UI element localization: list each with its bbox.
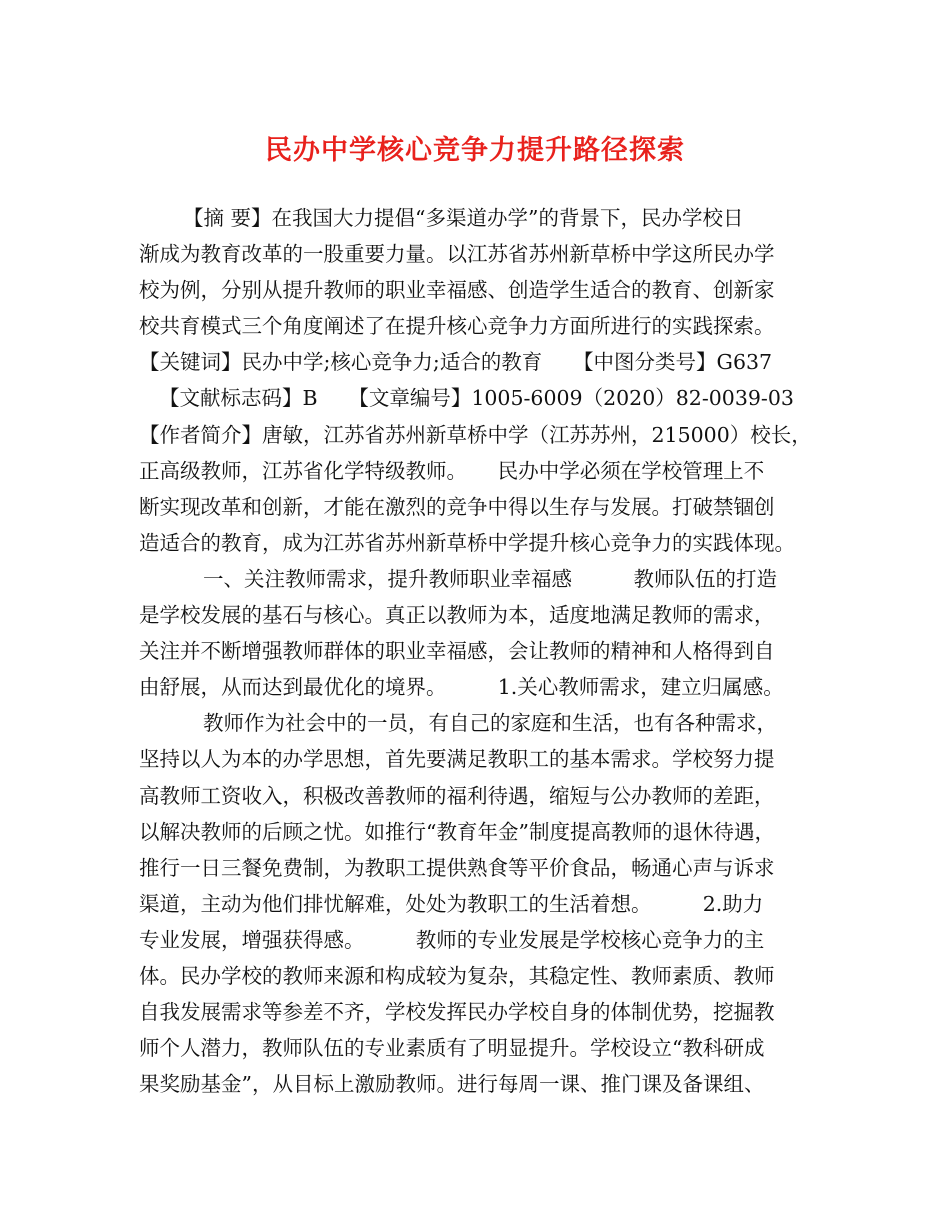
body-line: 推行一日三餐免费制，为教职工提供熟食等平价食品，畅通心声与诉求: [139, 855, 775, 880]
body-line: 高教师工资收入，积极改善教师的福利待遇，缩短与公办教师的差距，: [139, 783, 775, 808]
section-heading-line: 一、关注教师需求，提升教师职业幸福感 教师队伍的打造: [203, 566, 777, 591]
abstract-line: 【摘 要】在我国大力提倡“多渠道办学”的背景下，民办学校日: [183, 206, 744, 230]
document-title: 民办中学核心竞争力提升路径探索: [265, 135, 685, 166]
body-line: 坚持以人为本的办学思想，首先要满足教职工的基本需求。学校努力提: [139, 747, 775, 772]
body-line: 教师作为社会中的一员，有自己的家庭和生活，也有各种需求，: [203, 711, 777, 736]
body-line: 自我发展需求等参差不齐，学校发挥民办学校自身的体制优势，挖掘教: [139, 1000, 775, 1025]
body-line: 师个人潜力，教师队伍的专业素质有了明显提升。学校设立“教科研成: [139, 1036, 765, 1061]
body-line: 由舒展，从而达到最优化的境界。 1.关心教师需求，建立归属感。: [139, 675, 784, 700]
body-line: 关注并不断增强教师群体的职业幸福感，会让教师的精神和人格得到自: [139, 639, 775, 664]
abstract-line: 校共育模式三个角度阐述了在提升核心竞争力方面所进行的实践探索。: [139, 314, 775, 339]
abstract-line: 校为例，分别从提升教师的职业幸福感、创造学生适合的教育、创新家: [139, 278, 775, 303]
abstract-line: 渐成为教育改革的一股重要力量。以江苏省苏州新草桥中学这所民办学: [139, 242, 775, 267]
body-line: 专业发展，增强获得感。 教师的专业发展是学校核心竞争力的主: [139, 927, 765, 952]
body-line: 是学校发展的基石与核心。真正以教师为本，适度地满足教师的需求，: [139, 603, 775, 628]
body-line: 果奖励基金”，从目标上激励教师。进行每周一课、推门课及备课组、: [139, 1072, 765, 1097]
keywords-line: 【关键词】民办中学;核心竞争力;适合的教育 【中图分类号】G637: [139, 350, 773, 375]
document-body: [139, 200, 839, 1102]
author-line: 【作者简介】唐敏，江苏省苏州新草桥中学（江苏苏州，215000）校长，: [139, 422, 812, 447]
body-line: 正高级教师，江苏省化学特级教师。 民办中学必须在学校管理上不: [139, 458, 765, 483]
body-line: 断实现改革和创新，才能在激烈的竞争中得以生存与发展。打破禁锢创: [139, 494, 775, 519]
body-line: 造适合的教育，成为江苏省苏州新草桥中学提升核心竞争力的实践体现。: [139, 530, 795, 555]
body-line: 体。民办学校的教师来源和构成较为复杂，其稳定性、教师素质、教师: [139, 963, 775, 988]
body-line: 以解决教师的后顾之忧。如推行“教育年金”制度提高教师的退休待遇，: [139, 819, 775, 844]
article-info-line: 【文献标志码】B 【文章编号】1005-6009（2020）82-0039-03: [159, 386, 794, 411]
body-line: 渠道，主动为他们排忧解难，处处为教职工的生活着想。 2.助力: [139, 891, 764, 916]
